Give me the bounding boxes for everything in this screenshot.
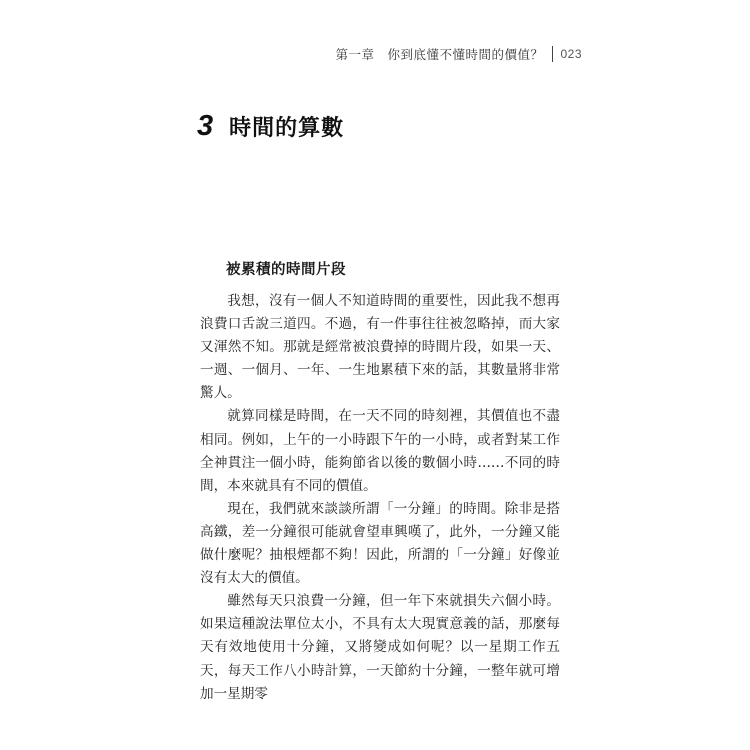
- subheading: 被累積的時間片段: [226, 262, 346, 278]
- body-text: [200, 290, 560, 706]
- chapter-title: 第一章 你到底懂不懂時間的價值？: [335, 47, 544, 62]
- section-heading: [197, 111, 344, 142]
- paragraph: 現在，我們就來談談所謂「一分鐘」的時間。除非是搭高鐵，差一分鐘很可能就會望車興嘆了，此外，一分鐘又能做什麼呢？抽根煙都不夠！因此，所謂的「一分鐘」好像並沒有太大的價值。: [200, 500, 560, 587]
- paragraph: 就算同樣是時間，在一天不同的時刻裡，其價值也不盡相同。例如，上午的一小時跟下午的一小時，或者對某工作全神貫注一個小時，能夠節省以後的數個小時……不同的時間，本來就具有不同的價值。: [200, 408, 560, 494]
- section-title: 時間的算數: [229, 116, 345, 141]
- paragraph: 雖然每天只浪費一分鐘，但一年下來就損失六個小時。如果這種說法單位太小，不具有太大現實意義的話，那麼每天有效地使用十分鐘，又將變成如何呢？以一星期工作五天，每天工作八小時計算，一天節約十分鐘，一整年就可增加一星期零: [200, 593, 560, 702]
- paragraph: 我想，沒有一個人不知道時間的重要性，因此我不想再浪費口舌說三道四。不過，有一件事往往被忽略掉，而大家又渾然不知。那就是經常被浪費掉的時間片段，如果一天、一週、一個月、一年、一生地累積下來的話，其數量將非常驚人。: [200, 293, 560, 402]
- header-divider: [552, 46, 553, 62]
- running-header: [335, 44, 582, 64]
- page-number: 023: [560, 47, 582, 61]
- section-number: 3: [197, 110, 214, 142]
